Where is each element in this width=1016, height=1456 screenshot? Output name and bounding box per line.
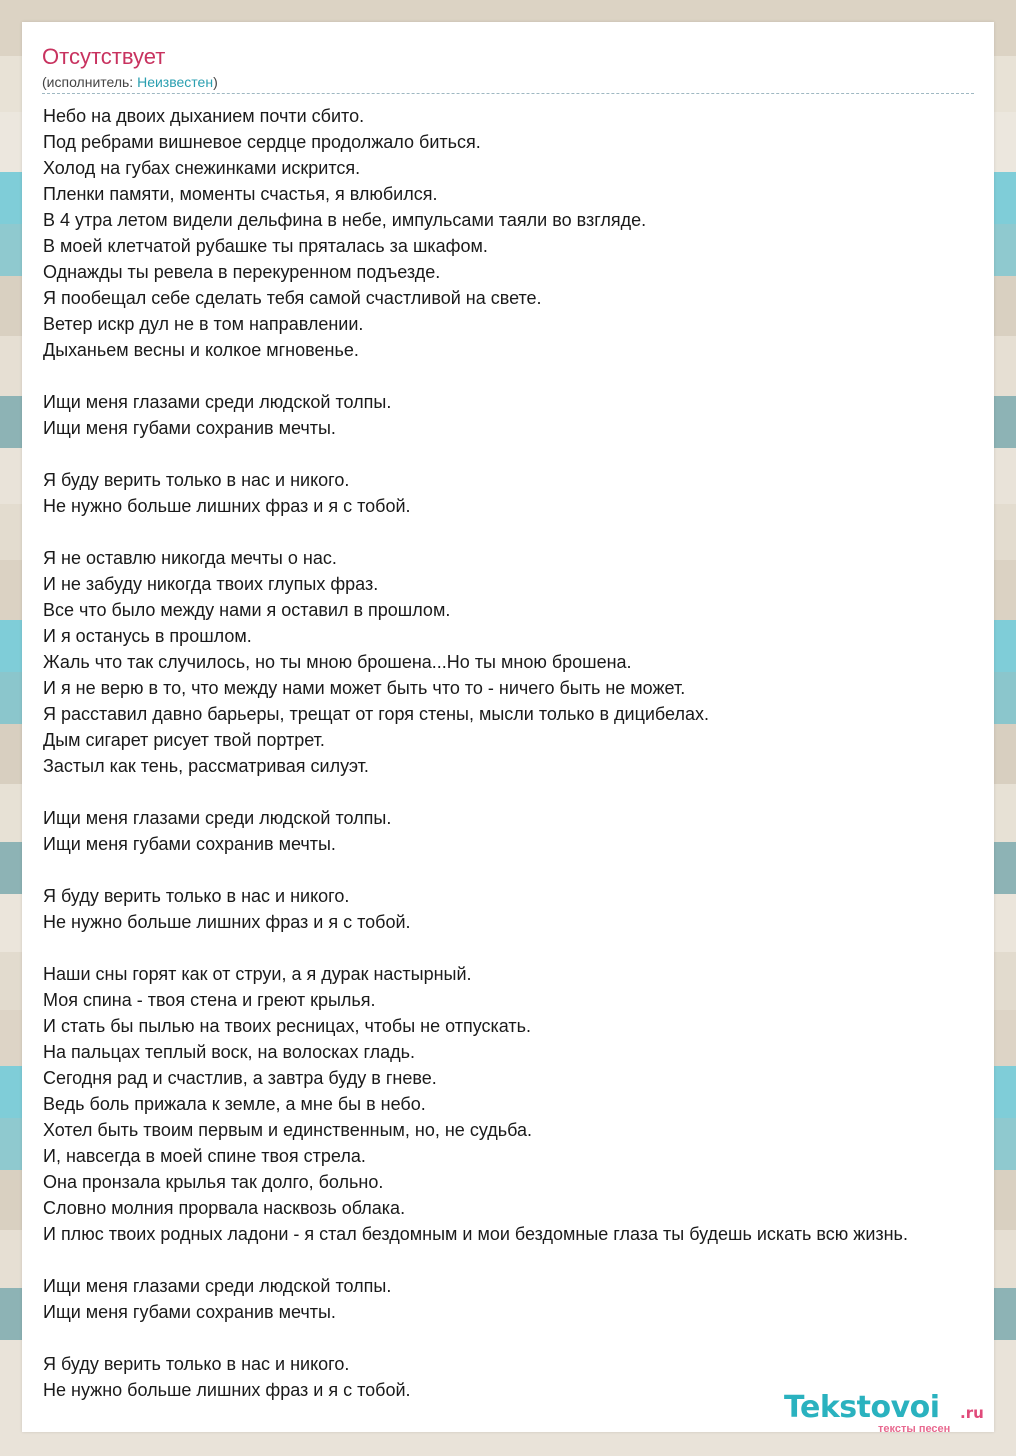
lyrics-line: Словно молния прорвала насквозь облака. (43, 1198, 406, 1218)
lyrics-text (43, 103, 1016, 1403)
lyrics-line: Ищи меня губами сохранив мечты. (43, 834, 336, 854)
artist-suffix: ) (213, 74, 218, 90)
lyrics-line: И я останусь в прошлом. (43, 626, 252, 646)
lyrics-line: Дым сигарет рисует твой портрет. (43, 730, 325, 750)
lyrics-line: И я не верю в то, что между нами может быть что то - ничего быть не может. (43, 678, 686, 698)
site-logo[interactable] (784, 1390, 994, 1436)
lyrics-line: Я буду верить только в нас и никого. (43, 1354, 350, 1374)
logo-wordmark: Tekstovoi (784, 1390, 940, 1425)
lyrics-line: И стать бы пылью на твоих ресницах, чтобы не отпускать. (43, 1016, 532, 1036)
logo-domain: .ru (960, 1404, 984, 1422)
song-title: Отсутствует (42, 44, 166, 69)
lyrics-blank-line (43, 1247, 1016, 1273)
lyrics-line: В 4 утра летом видели дельфина в небе, импульсами таяли во взгляде. (43, 210, 647, 230)
lyrics-line: Я буду верить только в нас и никого. (43, 470, 350, 490)
title-divider (42, 93, 974, 94)
lyrics-line: Я пообещал себе сделать тебя самой счастливой на свете. (43, 288, 542, 308)
lyrics-line: Ищи меня глазами среди людской толпы. (43, 1276, 392, 1296)
lyrics-line: Хотел быть твоим первым и единственным, но, не судьба. (43, 1120, 533, 1140)
lyrics-line: Ищи меня глазами среди людской толпы. (43, 392, 392, 412)
lyrics-line: Ветер искр дул не в том направлении. (43, 314, 364, 334)
lyrics-line: Под ребрами вишневое сердце продолжало биться. (43, 132, 481, 152)
artist-link[interactable]: Неизвестен (137, 74, 214, 90)
artist-line (42, 73, 218, 91)
lyrics-line: В моей клетчатой рубашке ты пряталась за шкафом. (43, 236, 488, 256)
lyrics-blank-line (43, 441, 1016, 467)
lyrics-line: Пленки памяти, моменты счастья, я влюбился. (43, 184, 438, 204)
lyrics-line: Наши сны горят как от струи, а я дурак настырный. (43, 964, 472, 984)
lyrics-blank-line (43, 779, 1016, 805)
lyrics-line: Все что было между нами я оставил в прошлом. (43, 600, 451, 620)
lyrics-line: Я расставил давно барьеры, трещат от горя стены, мысли только в дицибелах. (43, 704, 709, 724)
lyrics-line: Ищи меня губами сохранив мечты. (43, 418, 336, 438)
lyrics-line: Не нужно больше лишних фраз и я с тобой. (43, 1380, 411, 1400)
lyrics-line: Дыханьем весны и колкое мгновенье. (43, 340, 359, 360)
artist-prefix: (исполнитель: (42, 74, 138, 90)
lyrics-line: И не забуду никогда твоих глупых фраз. (43, 574, 379, 594)
lyrics-line: На пальцах теплый воск, на волосках гладь. (43, 1042, 416, 1062)
lyrics-line: Застыл как тень, рассматривая силуэт. (43, 756, 369, 776)
lyrics-blank-line (43, 1325, 1016, 1351)
lyrics-line: Моя спина - твоя стена и греют крылья. (43, 990, 376, 1010)
lyrics-blank-line (43, 519, 1016, 545)
lyrics-blank-line (43, 857, 1016, 883)
lyrics-line: Однажды ты ревела в перекуренном подъезде. (43, 262, 441, 282)
lyrics-line: Небо на двоих дыханием почти сбито. (43, 106, 365, 126)
lyrics-line: Сегодня рад и счастлив, а завтра буду в гневе. (43, 1068, 437, 1088)
lyrics-line: Ищи меня губами сохранив мечты. (43, 1302, 336, 1322)
lyrics-line: Холод на губах снежинками искрится. (43, 158, 361, 178)
lyrics-line: Ищи меня глазами среди людской толпы. (43, 808, 392, 828)
lyrics-line: Ведь боль прижала к земле, а мне бы в небо. (43, 1094, 426, 1114)
lyrics-line: Не нужно больше лишних фраз и я с тобой. (43, 912, 411, 932)
lyrics-line: И, навсегда в моей спине твоя стрела. (43, 1146, 366, 1166)
lyrics-blank-line (43, 363, 1016, 389)
lyrics-line: Не нужно больше лишних фраз и я с тобой. (43, 496, 411, 516)
lyrics-line: Я буду верить только в нас и никого. (43, 886, 350, 906)
lyrics-line: Я не оставлю никогда мечты о нас. (43, 548, 337, 568)
lyrics-line: Она пронзала крылья так долго, больно. (43, 1172, 384, 1192)
lyrics-line: И плюс твоих родных ладони - я стал бездомным и мои бездомные глаза ты будешь искать всю жизнь. (43, 1224, 908, 1244)
lyrics-blank-line (43, 935, 1016, 961)
logo-tagline: тексты песен (878, 1423, 951, 1435)
lyrics-line: Жаль что так случилось, но ты мною брошена...Но ты мною брошена. (43, 652, 632, 672)
